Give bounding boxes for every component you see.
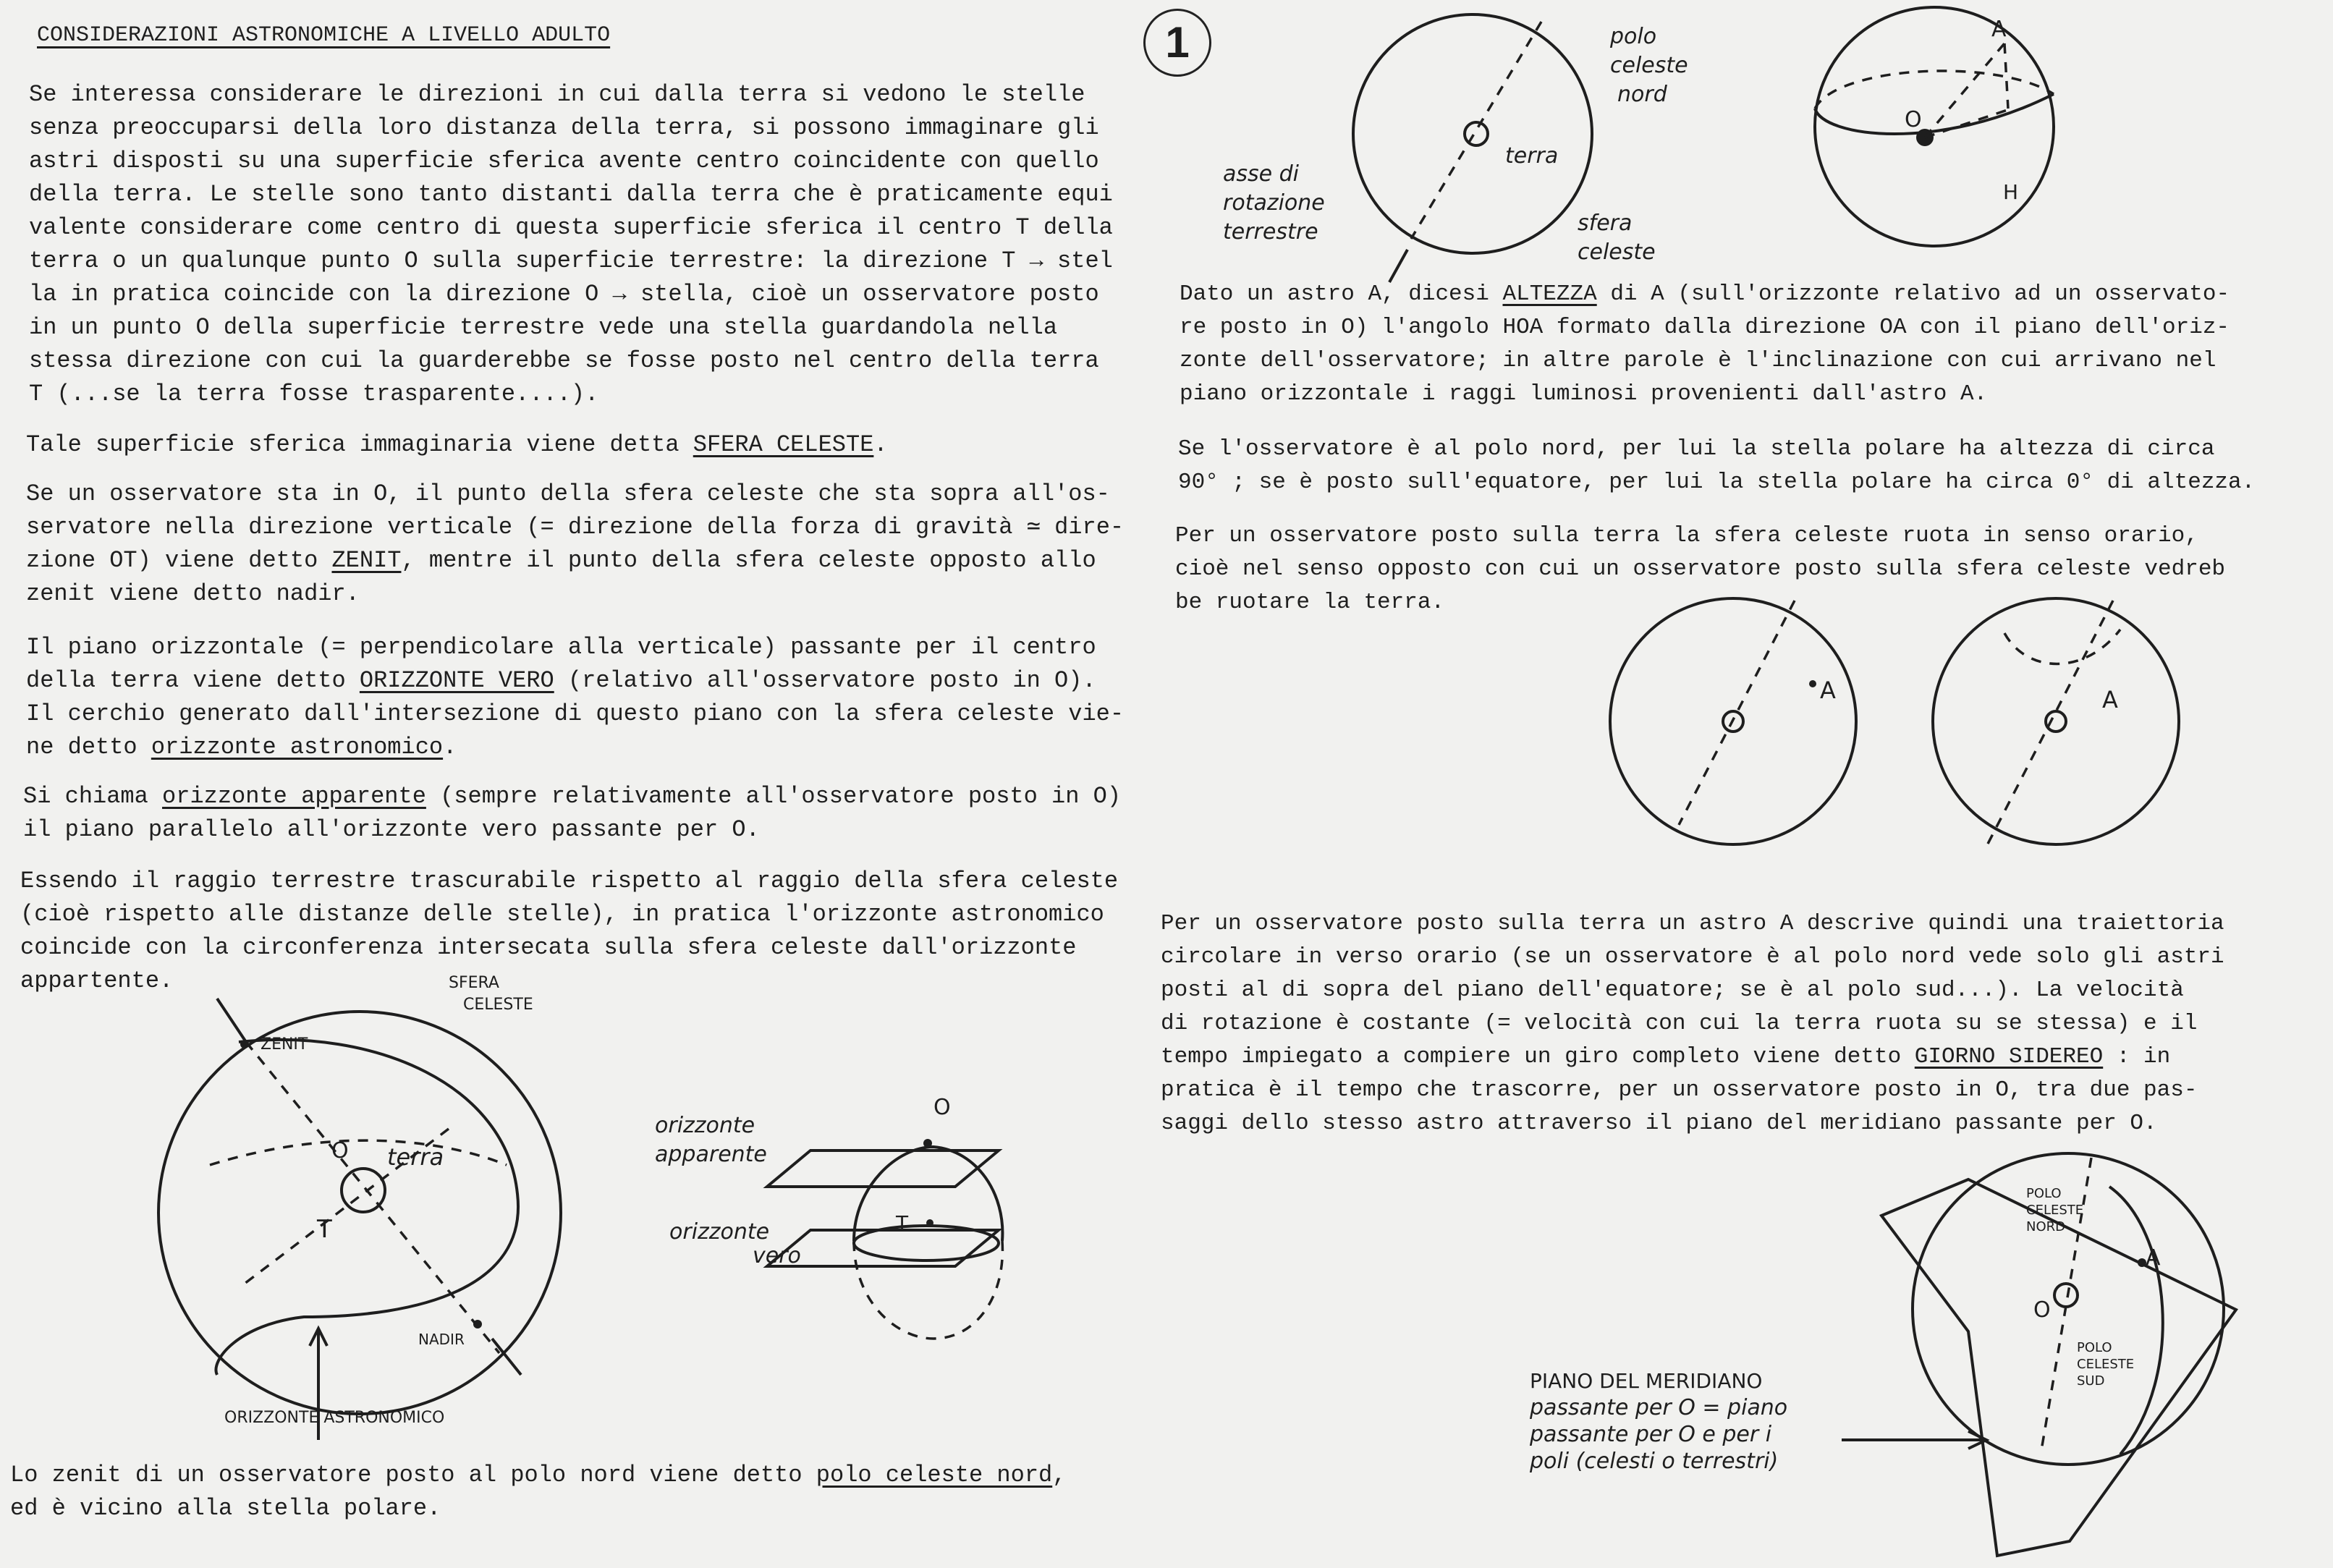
text-line: terra o un qualunque punto O sulla superficie terrestre: la direzione T → stel [29,247,1113,274]
text-line: appartente. [20,967,174,994]
text-line: Tale superficie sferica immaginaria viene detta SFERA CELESTE. [26,431,888,458]
text-line: della terra. Le stelle sono tanto distanti dalla terra che è praticamente equi [29,181,1113,208]
underlined-term: SFERA CELESTE [693,431,874,458]
label-celeste-2: celeste [1578,240,1656,265]
meridian-caption: PIANO DEL MERIDIANO [1530,1369,1763,1393]
page-number: 1 [1143,9,1211,77]
text-line: servatore nella direzione verticale (= direzione della forza di gravità ≃ dire- [26,514,1125,541]
label-o: O [2033,1297,2051,1323]
text-line: be ruotare la terra. [1175,590,1445,615]
text-line: il piano parallelo all'orizzonte vero passante per O. [23,816,760,843]
label-a: A [1991,17,2007,42]
label-sud: SUD [2077,1373,2105,1389]
label-t: T [317,1215,332,1244]
label-nadir: NADIR [418,1331,465,1348]
text-line: astri disposti su una superficie sferica avente centro coincidente con quello [29,148,1099,174]
label-o: O [331,1138,349,1164]
text-line: Il piano orizzontale (= perpendicolare alla verticale) passante per il centro [26,634,1096,661]
underlined-term: ZENIT [331,547,402,574]
label-rotazione: rotazione [1223,190,1325,216]
label-terra: terra [1505,143,1559,169]
label-celeste: CELESTE [463,996,533,1014]
text-line: 90° ; se è posto sull'equatore, per lui la stella polare ha circa 0° di altezza. [1178,470,2256,495]
text-line: coincide con la circonferenza intersecata sulla sfera celeste dall'orizzonte [20,934,1077,961]
label-sfera: SFERA [449,974,499,992]
text-line: ne detto orizzonte astronomico. [26,734,457,760]
label-o: O [1905,107,1922,132]
label-o: O [933,1095,951,1120]
text-line: Si chiama orizzonte apparente (sempre relativamente all'osservatore posto in O) [23,783,1122,810]
label-t: T [896,1211,909,1235]
text-line: circolare in verso orario (se un osservatore è al polo nord vede solo gli astri [1161,944,2224,970]
document-title: CONSIDERAZIONI ASTRONOMICHE A LIVELLO ADULTO [37,23,611,48]
text-line: piano orizzontale i raggi luminosi provenienti dall'astro A. [1180,381,1988,407]
text-line: in un punto O della superficie terrestre vede una stella guardandola nella [29,314,1058,341]
label-asse: asse di [1223,161,1300,187]
text-line: (cioè rispetto alle distanze delle stelle), in pratica l'orizzonte astronomico [20,901,1104,928]
text-line: Il cerchio generato dall'intersezione di questo piano con la sfera celeste vie- [26,700,1125,727]
label-terrestre: terrestre [1223,219,1318,245]
text-line: zonte dell'osservatore; in altre parole è l'inclinazione con cui arrivano nel [1180,348,2216,373]
text-line: Se l'osservatore è al polo nord, per lui la stella polare ha altezza di circa [1178,436,2215,462]
text-line: zione OT) viene detto ZENIT, mentre il punto della sfera celeste opposto allo [26,547,1096,574]
text-line: tempo impiegato a compiere un giro completo viene detto GIORNO SIDEREO : in [1161,1044,2171,1069]
label-celeste: celeste [1610,53,1688,78]
text-line: cioè nel senso opposto con cui un osservatore posto sulla sfera celeste vedreb [1175,556,2226,582]
label-polo-nord: POLO [2026,1186,2062,1201]
text-line: re posto in O) l'angolo HOA formato dalla direzione OA con il piano dell'oriz- [1180,315,2230,340]
label-celeste-nord: CELESTE [2026,1203,2084,1218]
text-line: zenit viene detto nadir. [26,580,360,607]
meridian-caption-4: poli (celesti o terrestri) [1530,1449,1779,1474]
label-a: A [1820,677,1836,704]
text-line: Dato un astro A, dicesi ALTEZZA di A (sull'orizzonte relativo ad un osservato- [1180,281,2230,307]
label-orizzonte-astronomico: ORIZZONTE ASTRONOMICO [224,1409,445,1427]
text-line: valente considerare come centro di questa superficie sferica il centro T della [29,214,1113,241]
text-line: Lo zenit di un osservatore posto al polo nord viene detto polo celeste nord, [10,1462,1067,1488]
label-polo-sud: POLO [2077,1340,2112,1355]
text-line: Se un osservatore sta in O, il punto della sfera celeste che sta sopra all'os- [26,480,1110,507]
label-terra: terra [387,1143,444,1171]
meridian-caption-2: passante per O = piano [1530,1395,1788,1420]
underlined-term: orizzonte astronomico [151,734,444,760]
label-h: H [2003,180,2019,204]
label-orizzonte-apparente-2: apparente [655,1142,767,1167]
label-nord: nord [1617,82,1667,107]
label-orizzonte-vero-2: vero [753,1243,801,1268]
text-line: T (...se la terra fosse trasparente....). [29,381,599,407]
meridian-caption-3: passante per O e per i [1530,1422,1772,1447]
text-line: della terra viene detto ORIZZONTE VERO (relativo all'osservatore posto in O). [26,667,1096,694]
text-line: pratica è il tempo che trascorre, per un osservatore posto in O, tra due pas- [1161,1077,2198,1103]
text-line: la in pratica coincide con la direzione O → stella, cioè un osservatore posto [29,281,1099,308]
text-line: Per un osservatore posto sulla terra la sfera celeste ruota in senso orario, [1175,523,2198,548]
text-line: Per un osservatore posto sulla terra un astro A descrive quindi una traiettoria [1161,911,2224,936]
underlined-term: ALTEZZA [1502,281,1597,307]
text-line: senza preoccuparsi della loro distanza della terra, si possono immaginare gli [29,114,1099,141]
label-celeste-sud: CELESTE [2077,1357,2135,1372]
text-line: stessa direzione con cui la guarderebbe se fosse posto nel centro della terra [29,347,1099,374]
text-line: saggi dello stesso astro attraverso il piano del meridiano passante per O. [1161,1111,2157,1136]
text-line: Se interessa considerare le direzioni in cui dalla terra si vedono le stelle [29,81,1085,108]
label-orizzonte-vero: orizzonte [669,1219,770,1245]
text-line: posti al di sopra del piano dell'equatore; se è al polo sud...). La velocità [1161,978,2184,1003]
underlined-term: orizzonte apparente [162,783,426,810]
underlined-term: polo celeste nord [816,1462,1053,1488]
label-sfera: sfera [1578,211,1633,236]
text-line: Essendo il raggio terrestre trascurabile rispetto al raggio della sfera celeste [20,868,1119,894]
text-line: ed è vicino alla stella polare. [10,1495,441,1522]
label-polo: polo [1610,24,1657,49]
text-line: di rotazione è costante (= velocità con cui la terra ruota su se stessa) e il [1161,1011,2198,1036]
label-a: A [2146,1245,2161,1271]
label-orizzonte-apparente: orizzonte [655,1113,755,1138]
label-zenit: ZENIT [261,1035,308,1054]
underlined-term: ORIZZONTE VERO [359,667,554,694]
label-a-2: A [2102,686,2118,713]
label-nord: NORD [2026,1219,2065,1234]
underlined-term: GIORNO SIDEREO [1914,1044,2104,1069]
